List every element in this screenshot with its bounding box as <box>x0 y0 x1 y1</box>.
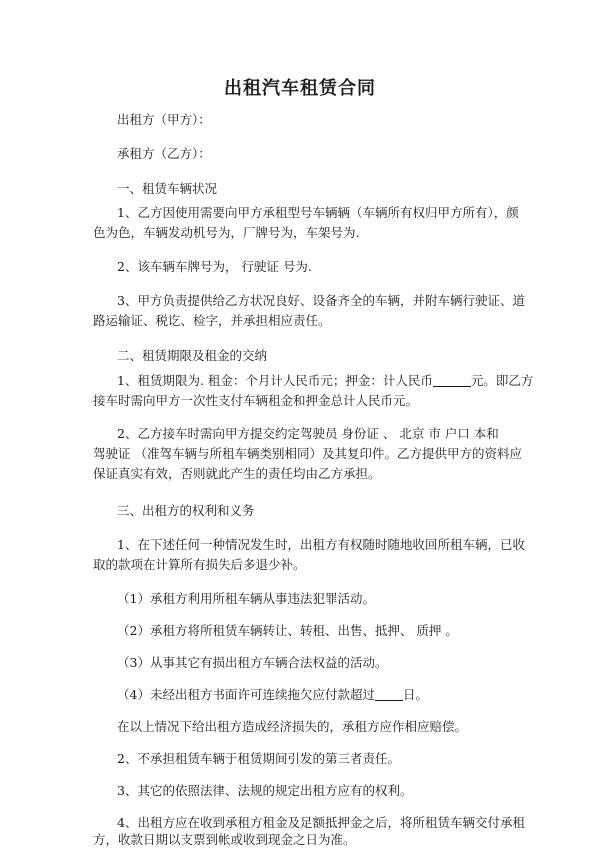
overdue-days-blank <box>375 686 403 701</box>
section-3-item-1-line-1: 1、在下述任何一种情况发生时，出租方有权随时随地收回所租车辆，已收 <box>117 537 525 552</box>
section-2-item-2-line-1: 2、乙方接车时需向甲方提交约定驾驶员 身份证 、 北京 市 户口 本和 <box>117 426 499 441</box>
rent-text-a: 1、租赁期限为. 租金：个月计人民币元；押金：计人民币 <box>117 373 433 388</box>
section-1-item-1-line-1: 1、乙方因使用需要向甲方承租型号车辆辆（车辆所有权归甲方所有），颜 <box>117 205 519 220</box>
section-3-condition-3: （3）从事其它有损出租方车辆合法权益的活动。 <box>117 655 388 670</box>
section-1-item-3-line-2: 路运输证、税讫、检字，并承担相应责任。 <box>93 313 331 328</box>
section-3-item-2: 2、不承担租赁车辆于租赁期间引发的第三者责任。 <box>117 751 400 766</box>
section-2-heading: 二、租赁期限及租金的交纳 <box>117 348 268 363</box>
section-3-condition-2: （2）承租方将所租赁车辆转让、转租、出售、抵押、 质押 。 <box>117 623 458 638</box>
section-3-condition-1: （1）承租方利用所租车辆从事违法犯罪活动。 <box>117 591 375 606</box>
section-3-compensation: 在以上情况下给出租方造成经济损失的，承租方应作相应赔偿。 <box>117 719 468 734</box>
rent-text-b: 元。即乙方 <box>470 373 534 388</box>
document-title: 出租汽车租赁合同 <box>224 78 376 99</box>
section-3-item-1-line-2: 取的款项在计算所有损失后多退少补。 <box>93 557 306 572</box>
section-3-condition-4 <box>117 684 428 706</box>
deposit-amount-blank <box>433 372 471 387</box>
section-1-heading: 一、租赁车辆状况 <box>117 181 218 196</box>
section-2-item-1-line-2: 接车时需向甲方一次性支付车辆租金和押金总计人民币元。 <box>93 393 419 408</box>
section-2-item-2-line-3: 保证真实有效，否则就此产生的责任均由乙方承担。 <box>93 466 381 481</box>
cond4-text-b: 日。 <box>402 687 428 702</box>
cond4-text-a: （4）未经出租方书面许可连续拖欠应付款超过 <box>117 687 375 702</box>
party-b-label: 承租方（乙方）： <box>117 146 211 161</box>
section-1-item-3-line-1: 3、甲方负责提供给乙方状况良好、设备齐全的车辆，并附车辆行驶证、道 <box>117 293 525 308</box>
section-3-item-4-line-2: 方，收款日期以支票到帐或收到现金之日为准。 <box>93 832 356 847</box>
section-3-item-3: 3、其它的依照法律、法规的规定出租方应有的权利。 <box>117 783 413 798</box>
section-1-item-1-line-2: 色为色，车辆发动机号为，厂牌号为，车架号为. <box>93 225 360 240</box>
section-3-item-4-line-1: 4、出租方应在收到承租方租金及足额抵押金之后，将所租赁车辆交付承租 <box>117 815 525 830</box>
section-3-heading: 三、出租方的权利和义务 <box>117 503 255 518</box>
section-1-item-2: 2、该车辆车牌号为， 行驶证 号为. <box>117 259 312 274</box>
section-2-item-1-line-1 <box>117 370 533 392</box>
party-a-label: 出租方（甲方）： <box>117 112 211 127</box>
section-2-item-2-line-2: 驾驶证 （准驾车辆与所租车辆类别相同）及其复印件。乙方提供甲方的资料应 <box>93 446 522 461</box>
